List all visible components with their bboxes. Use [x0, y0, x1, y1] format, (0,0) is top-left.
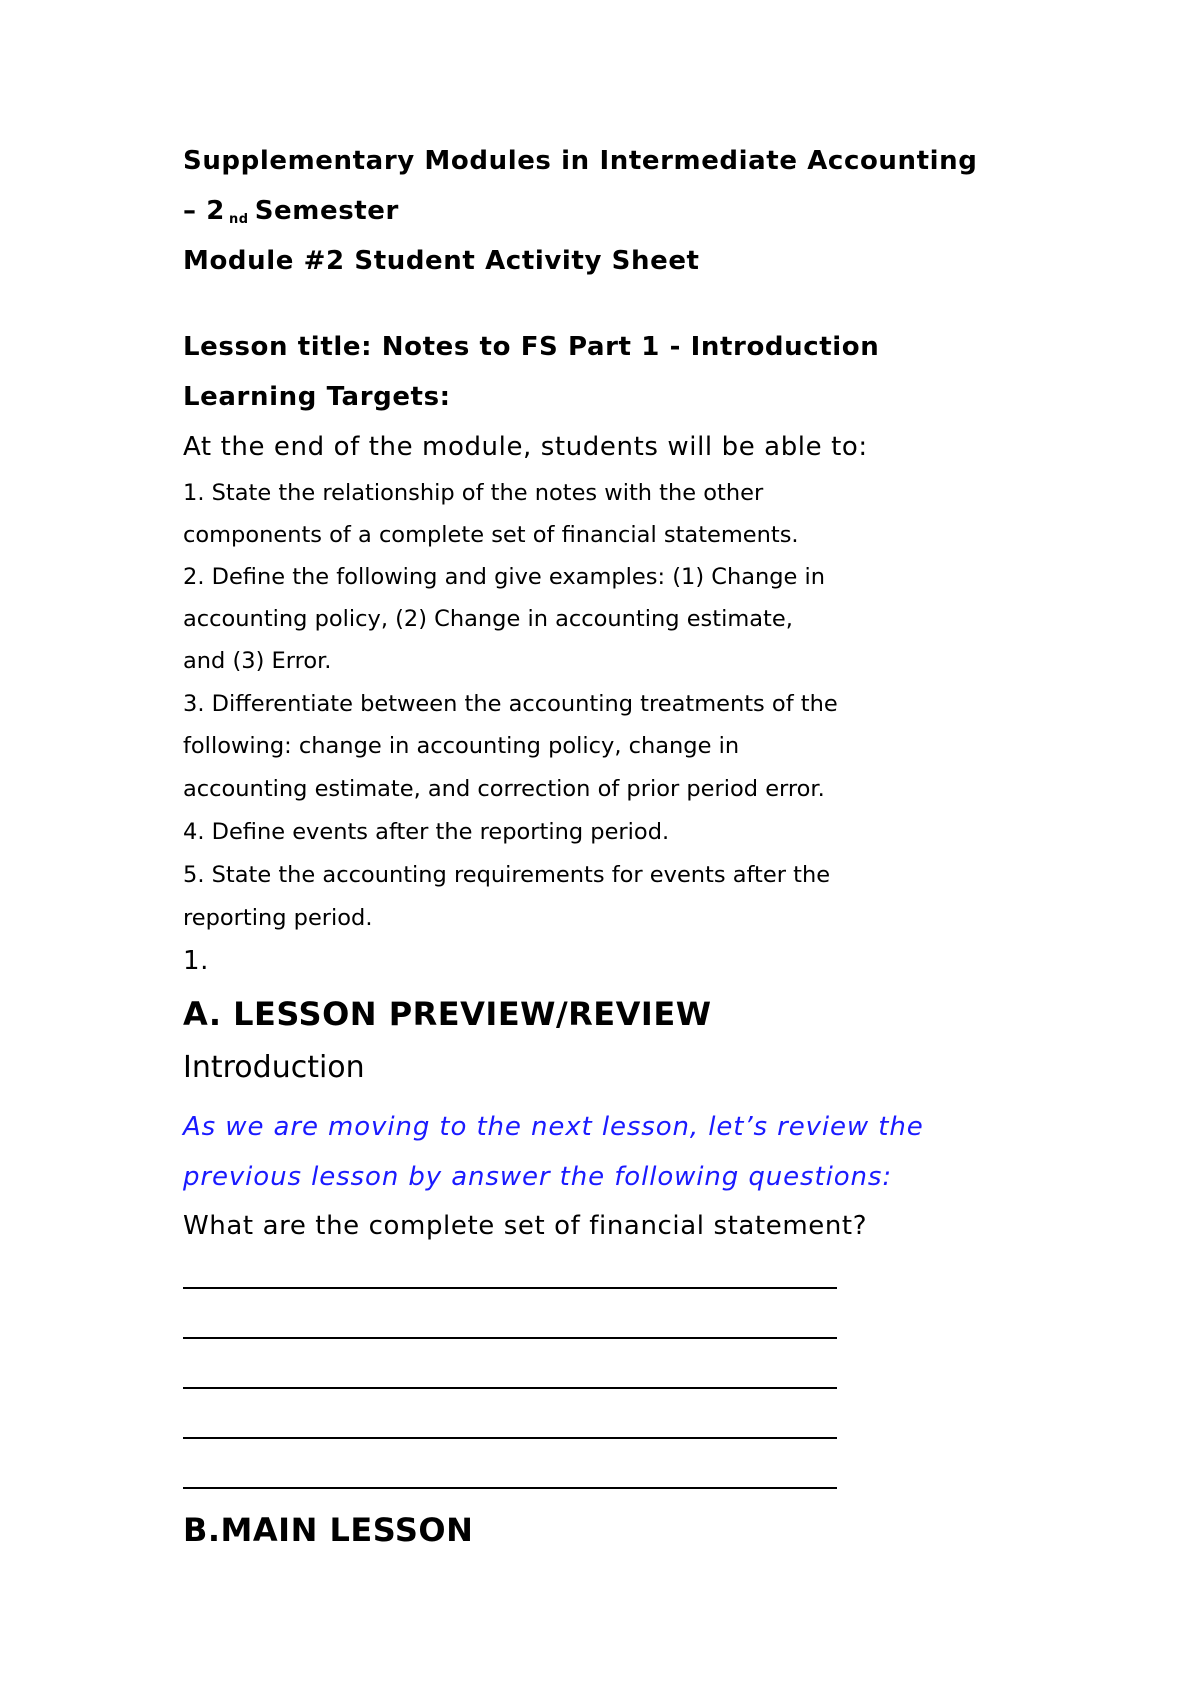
target-line: reporting period.: [183, 905, 373, 931]
learning-targets-heading: Learning Targets:: [183, 382, 451, 412]
review-instruction-line-2: previous lesson by answer the following questions:: [183, 1162, 893, 1192]
section-a-subheading: Introduction: [183, 1050, 365, 1085]
answer-line[interactable]: [183, 1287, 837, 1289]
answer-line[interactable]: [183, 1387, 837, 1389]
target-line: and (3) Error.: [183, 648, 332, 674]
answer-line[interactable]: [183, 1337, 837, 1339]
target-line: accounting policy, (2) Change in accounting estimate,: [183, 606, 793, 632]
document-title-line-2: [183, 196, 399, 226]
target-line: 4. Define events after the reporting period.: [183, 819, 670, 845]
lesson-title: Lesson title: Notes to FS Part 1 - Introduction: [183, 332, 880, 362]
target-line: 3. Differentiate between the accounting treatments of the: [183, 691, 838, 717]
target-line: 2. Define the following and give examples: (1) Change in: [183, 564, 826, 590]
target-line: 1. State the relationship of the notes with the other: [183, 480, 764, 506]
review-question: What are the complete set of financial statement?: [183, 1211, 868, 1241]
answer-line[interactable]: [183, 1437, 837, 1439]
title-line-2-prefix: – 2: [183, 196, 225, 226]
section-a-heading: A. LESSON PREVIEW/REVIEW: [183, 995, 712, 1033]
title-ordinal-suffix: nd: [228, 212, 249, 227]
title-line-2-suffix: Semester: [254, 196, 399, 226]
learning-targets-intro: At the end of the module, students will be able to:: [183, 432, 868, 462]
review-instruction-line-1: As we are moving to the next lesson, let’s review the: [183, 1112, 924, 1142]
answer-line[interactable]: [183, 1487, 837, 1489]
section-b-heading: B.MAIN LESSON: [183, 1511, 474, 1549]
target-line: 5. State the accounting requirements for events after the: [183, 862, 831, 888]
module-title: Module #2 Student Activity Sheet: [183, 246, 700, 276]
target-line: components of a complete set of financial statements.: [183, 522, 799, 548]
target-line: 1.: [183, 946, 210, 976]
target-line: accounting estimate, and correction of prior period error.: [183, 776, 825, 802]
document-title-line-1: Supplementary Modules in Intermediate Accounting: [183, 146, 978, 176]
target-line: following: change in accounting policy, change in: [183, 733, 740, 759]
